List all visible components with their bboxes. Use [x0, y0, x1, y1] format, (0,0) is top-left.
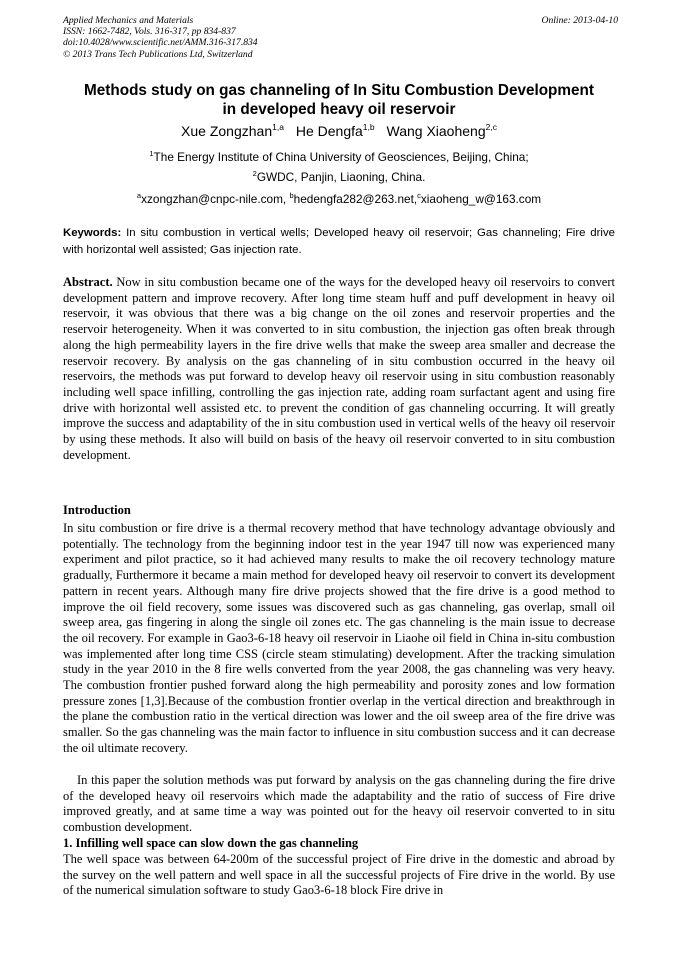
email-superscript: c [417, 191, 421, 200]
affiliation-superscript: 2 [252, 169, 257, 178]
journal-name: Applied Mechanics and Materials [63, 15, 194, 26]
email-link-2[interactable]: hedengfa282@263.net, [293, 192, 418, 206]
keywords-label: Keywords: [63, 227, 122, 239]
section-1-heading: 1. Infilling well space can slow down the gas channeling [63, 836, 359, 850]
affiliation-text: GWDC, Panjin, Liaoning, China. [256, 170, 426, 184]
keywords-block [63, 225, 615, 258]
doi-line[interactable]: doi:10.4028/www.scientific.net/AMM.316-317.834 [63, 37, 258, 49]
abstract-text: Now in situ combustion became one of the ways for the developed heavy oil reservoirs to convert development pattern and improve recovery. After long time steam huff and puff development in heavy oil reservoir, it was obvious that there was a big change on the oil zones and reservoir properties and the reservoir heterogeneity. When it was converted to in situ combustion, the injection gas often break through along the high permeability layers in the fire drive wells that make the sweep area smaller and decrease the reservoir recovery. By analysis on the gas channeling of in situ combustion occurred in the heavy oil reservoirs, the methods was put forward to develop heavy oil reservoir using in situ combustion reasonably including well space infilling, controlling the gas injection rate, adding roam surfactant agent and using fire drive with horizontal well assisted etc. to prevent the condition of gas channeling occurring. It will greatly improve the success and adaptability of the in situ combustion used in vertical wells of the heavy oil reservoir by using these methods. It also will build on basis of the heavy oil reservoir converted to in situ combustion development. [63, 275, 615, 462]
author-name: Xue Zongzhan [181, 123, 273, 139]
introduction-paragraph-1: In situ combustion or fire drive is a thermal recovery method that have technology advantage obviously and potentially. The technology from the beginning indoor test in the year 1947 till now was experienced many experiment and pilot practice, so it had achieved many results to make the oil recovery technology mature gradually, Furthermore it became a main method for developed heavy oil reservoir to convert its development pattern in recent years. Although many fire drive projects showed that the fire drive is a good method to improve the oil field recovery, some issues was discovered such as gas channeling, gas overlap, small oil sweep area, gas fingering in along the single oil zones etc. The gas channeling is the main issue to decrease the oil recovery. For example in Gao3-6-18 heavy oil reservoir in Liaohe oil field in China in-situ combustion was implemented after long time CSS (circle steam stimulating) development. After the tracking simulation study in the year 2010 in the 8 fire wells converted from the year 2008, the gas channeling was very heavy. The combustion frontier pushed forward along the high permeability and porosity zones and low formation pressure zones [1,3].Because of the combustion frontier overlap in the vertical direction and breakthrough in the plane the combustion ratio in the vertical direction was lower and the oil sweep area of the fire drive was smaller. So the gas channeling was the main factor to influence in situ combustion success and it can decrease the oil ultimate recovery. [63, 521, 615, 755]
paper-title-line-2: in developed heavy oil reservoir [222, 100, 456, 118]
author-1 [181, 123, 284, 139]
section-1-paragraph: The well space was between 64-200m of the successful project of Fire drive in the domestic and abroad by the survey on the well pattern and well space in all the successful projects of Fire drive in the world. By use of the numerical simulation software to study Gao3-6-18 block Fire drive in [63, 852, 615, 898]
email-link-3[interactable]: xiaoheng_w@163.com [420, 192, 542, 206]
author-list [63, 122, 615, 140]
author-name: He Dengfa [295, 123, 363, 139]
author-superscript: 2,c [485, 122, 497, 132]
issn-line: ISSN: 1662-7482, Vols. 316-317, pp 834-837 [63, 26, 236, 38]
abstract-label: Abstract. [63, 275, 113, 289]
online-date: Online: 2013-04-10 [541, 15, 618, 26]
keywords-text: In situ combustion in vertical wells; Developed heavy oil reservoir; Gas channeling; Fire drive with horizontal well assisted; Gas injection rate. [63, 227, 615, 256]
author-name: Wang Xiaoheng [386, 123, 486, 139]
email-superscript: b [289, 191, 294, 200]
author-superscript: 1,a [272, 122, 284, 132]
email-list [63, 192, 615, 206]
introduction-paragraph-2: In this paper the solution methods was put forward by analysis on the gas channeling during the fire drive of the developed heavy oil reservoirs which made the adaptability and the ratio of success of Fire drive improved greatly, and at same time a way was pointed out for the heavy oil reservoir converted to in situ combustion development. [63, 773, 615, 835]
affiliation-1 [63, 150, 615, 164]
journal-meta [63, 15, 618, 60]
affiliation-2 [63, 170, 615, 184]
email-link-1[interactable]: xzongzhan@cnpc-nile.com, [141, 192, 290, 206]
affiliation-superscript: 1 [149, 149, 154, 158]
paper-title [63, 82, 615, 119]
introduction-heading: Introduction [63, 503, 131, 517]
author-2 [296, 123, 375, 139]
author-superscript: 1,b [362, 122, 375, 132]
affiliation-text: The Energy Institute of China University of Geosciences, Beijing, China; [153, 150, 529, 164]
paper-title-line-1: Methods study on gas channeling of In Situ Combustion Development [84, 82, 594, 99]
author-3 [387, 123, 497, 139]
copyright-line: © 2013 Trans Tech Publications Ltd, Switzerland [63, 48, 253, 60]
abstract-paragraph [63, 275, 615, 463]
email-superscript: a [136, 191, 142, 200]
